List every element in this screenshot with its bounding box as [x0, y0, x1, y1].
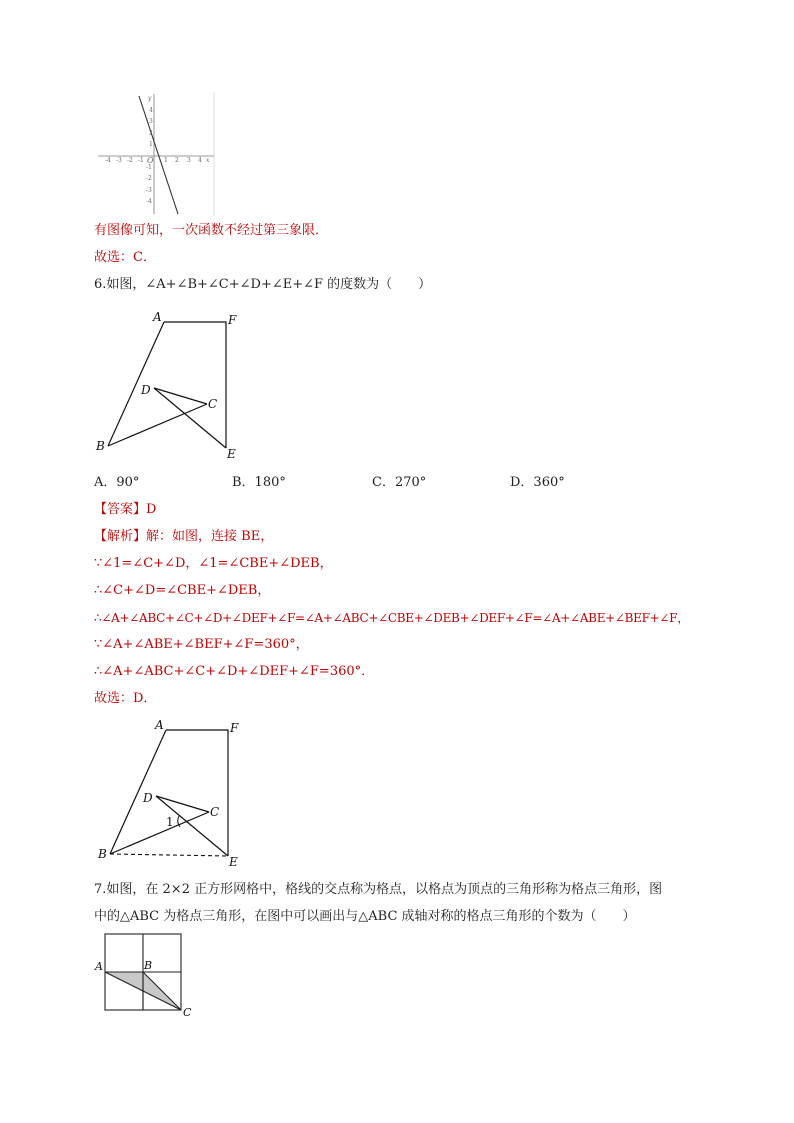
- analysis-line-5: ∵∠A+∠ABE+∠BEF+∠F=360°，: [94, 637, 309, 652]
- label-e: E: [229, 855, 238, 869]
- x-tick: 4: [198, 157, 202, 164]
- analysis-line-1: [94, 528, 273, 546]
- question-6-stem: 6.如图，∠A+∠B+∠C+∠D+∠E+∠F 的度数为（ ）: [94, 277, 432, 292]
- y-tick: -4: [146, 198, 152, 205]
- analysis-line-4: ∴∠A+∠ABC+∠C+∠D+∠DEF+∠F=∠A+∠ABC+∠CBE+∠DEB+∠DEF+∠F=∠A+∠ABE+∠BEF+∠F，: [94, 611, 689, 625]
- label-a: A: [95, 960, 103, 973]
- label-angle-1: 1: [166, 815, 174, 829]
- label-f: F: [228, 313, 237, 327]
- y-tick: 4: [149, 107, 153, 114]
- x-tick: 3: [187, 157, 191, 164]
- answer-value: D: [146, 502, 157, 517]
- y-tick: 3: [149, 118, 153, 125]
- label-e: E: [227, 447, 236, 461]
- linear-function-graph: [94, 92, 218, 216]
- option-a: A．90°: [94, 475, 140, 490]
- select-answer-c: 故选：C．: [94, 250, 156, 265]
- question-7-stem-line-2: 中的△ABC 为格点三角形，在图中可以画出与△ABC 成轴对称的格点三角形的个数为（ ）: [94, 909, 636, 924]
- conclusion-text: 有图像可知，一次函数不经过第三象限．: [94, 223, 329, 238]
- analysis-line-6: ∴∠A+∠ABC+∠C+∠D+∠DEF+∠F=360°．: [94, 664, 375, 679]
- analysis-line-2: ∵∠1=∠C+∠D，∠1=∠CBE+∠DEB，: [94, 556, 333, 571]
- x-axis-label: x: [206, 157, 210, 164]
- label-b: B: [96, 439, 105, 453]
- y-axis-label: y: [148, 95, 152, 102]
- y-tick: -2: [146, 175, 152, 182]
- y-tick: -1: [146, 164, 152, 171]
- x-tick: 1: [164, 157, 168, 164]
- question-6-figure: [94, 308, 254, 464]
- option-c: C．270°: [372, 475, 427, 490]
- x-tick: -3: [116, 157, 122, 164]
- x-tick: -1: [138, 157, 144, 164]
- select-answer-d: 故选：D．: [94, 691, 157, 706]
- x-tick: 2: [175, 157, 179, 164]
- y-tick: 1: [149, 141, 153, 148]
- analysis-line-3: ∴∠C+∠D=∠CBE+∠DEB，: [94, 583, 271, 598]
- x-tick: -2: [127, 157, 133, 164]
- question-7-stem-line-1: 7.如图，在 2×2 正方形网格中，格线的交点称为格点，以格点为顶点的三角形称为格点三角形，图: [94, 882, 663, 897]
- origin-label: O: [147, 156, 154, 165]
- x-tick: -4: [105, 157, 111, 164]
- label-f: F: [230, 721, 239, 735]
- label-c: C: [210, 805, 220, 819]
- option-d: D．360°: [510, 475, 565, 490]
- label-a: A: [155, 718, 164, 732]
- question-7-grid-figure: [92, 930, 202, 1020]
- analysis-tag: 【解析】: [94, 529, 147, 544]
- label-d: D: [143, 791, 153, 805]
- label-a: A: [153, 310, 162, 324]
- analysis-text: 解：如图，连接 BE，: [146, 529, 274, 544]
- y-tick: -3: [146, 187, 152, 194]
- answer-line: [94, 501, 156, 519]
- question-6-solution-figure: [94, 716, 254, 872]
- label-c: C: [183, 1006, 192, 1019]
- label-b: B: [98, 847, 107, 861]
- answer-tag: 【答案】: [94, 502, 147, 517]
- label-b: B: [144, 959, 153, 972]
- y-tick: 2: [149, 130, 153, 137]
- label-d: D: [141, 383, 151, 397]
- label-c: C: [208, 397, 218, 411]
- option-b: B．180°: [232, 475, 286, 490]
